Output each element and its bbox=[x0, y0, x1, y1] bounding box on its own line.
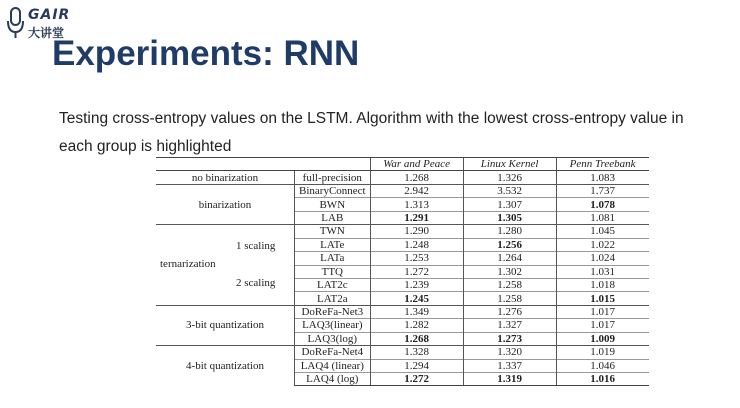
logo-brand: GAIR bbox=[28, 7, 71, 23]
table-row bbox=[156, 225, 649, 238]
method-cell: LAQ3(linear) bbox=[295, 319, 371, 332]
value-cell: 1.264 bbox=[463, 252, 556, 265]
method-cell: DoReFa-Net3 bbox=[295, 305, 371, 318]
value-cell: 1.081 bbox=[556, 211, 649, 224]
value-cell: 1.290 bbox=[370, 225, 463, 238]
method-cell: LAQ4 (linear) bbox=[295, 359, 371, 372]
value-cell: 1.305 bbox=[463, 211, 556, 224]
col-header-war-and-peace: War and Peace bbox=[370, 158, 463, 171]
method-cell: LATa bbox=[295, 252, 371, 265]
value-cell: 1.737 bbox=[556, 184, 649, 197]
group-label: binarization bbox=[156, 184, 295, 224]
value-cell: 1.248 bbox=[370, 238, 463, 251]
method-cell: LAT2a bbox=[295, 292, 371, 305]
subgroup-label-1-scaling: 1 scaling bbox=[236, 240, 276, 252]
method-cell: LATe bbox=[295, 238, 371, 251]
value-cell: 1.280 bbox=[463, 225, 556, 238]
value-cell: 1.268 bbox=[370, 332, 463, 345]
value-cell: 1.268 bbox=[370, 171, 463, 184]
method-cell: TTQ bbox=[295, 265, 371, 278]
method-cell: LAB bbox=[295, 211, 371, 224]
value-cell: 3.532 bbox=[463, 184, 556, 197]
table-row bbox=[156, 171, 649, 184]
value-cell: 1.319 bbox=[463, 373, 556, 386]
value-cell: 1.326 bbox=[463, 171, 556, 184]
group-label: 3-bit quantization bbox=[156, 305, 295, 345]
value-cell: 1.327 bbox=[463, 319, 556, 332]
value-cell: 1.273 bbox=[463, 332, 556, 345]
value-cell: 1.349 bbox=[370, 305, 463, 318]
group-label: 4-bit quantization bbox=[156, 346, 295, 386]
col-header-penn-treebank: Penn Treebank bbox=[556, 158, 649, 171]
value-cell: 1.258 bbox=[463, 292, 556, 305]
value-cell: 1.022 bbox=[556, 238, 649, 251]
method-cell: full-precision bbox=[295, 171, 371, 184]
value-cell: 1.272 bbox=[370, 265, 463, 278]
results-table bbox=[156, 157, 649, 386]
subgroup-label-2-scaling: 2 scaling bbox=[236, 277, 276, 289]
value-cell: 1.017 bbox=[556, 305, 649, 318]
value-cell: 1.009 bbox=[556, 332, 649, 345]
group-label-ternarization: ternarization bbox=[160, 258, 216, 270]
value-cell: 1.291 bbox=[370, 211, 463, 224]
method-cell: LAQ3(log) bbox=[295, 332, 371, 345]
value-cell: 1.018 bbox=[556, 278, 649, 291]
group-label bbox=[156, 225, 295, 306]
value-cell: 1.046 bbox=[556, 359, 649, 372]
value-cell: 2.942 bbox=[370, 184, 463, 197]
value-cell: 1.302 bbox=[463, 265, 556, 278]
value-cell: 1.328 bbox=[370, 346, 463, 359]
value-cell: 1.245 bbox=[370, 292, 463, 305]
logo-subtitle: 大讲堂 bbox=[28, 26, 65, 40]
microphone-icon bbox=[6, 6, 26, 40]
value-cell: 1.045 bbox=[556, 225, 649, 238]
method-cell: LAT2c bbox=[295, 278, 371, 291]
value-cell: 1.017 bbox=[556, 319, 649, 332]
method-cell: TWN bbox=[295, 225, 371, 238]
value-cell: 1.272 bbox=[370, 373, 463, 386]
table-row bbox=[156, 346, 649, 359]
table-header-row bbox=[156, 158, 649, 171]
value-cell: 1.258 bbox=[463, 278, 556, 291]
value-cell: 1.256 bbox=[463, 238, 556, 251]
value-cell: 1.078 bbox=[556, 198, 649, 211]
value-cell: 1.024 bbox=[556, 252, 649, 265]
value-cell: 1.253 bbox=[370, 252, 463, 265]
table-row bbox=[156, 184, 649, 197]
group-label: no binarization bbox=[156, 171, 295, 184]
value-cell: 1.307 bbox=[463, 198, 556, 211]
value-cell: 1.015 bbox=[556, 292, 649, 305]
value-cell: 1.337 bbox=[463, 359, 556, 372]
method-cell: BWN bbox=[295, 198, 371, 211]
slide-title: Experiments: RNN bbox=[52, 34, 360, 73]
table-row bbox=[156, 305, 649, 318]
value-cell: 1.294 bbox=[370, 359, 463, 372]
value-cell: 1.276 bbox=[463, 305, 556, 318]
value-cell: 1.313 bbox=[370, 198, 463, 211]
slide-description: Testing cross-entropy values on the LSTM. Algorithm with the lowest cross-entropy value in each group is highlighted bbox=[59, 110, 684, 155]
value-cell: 1.282 bbox=[370, 319, 463, 332]
value-cell: 1.019 bbox=[556, 346, 649, 359]
value-cell: 1.239 bbox=[370, 278, 463, 291]
value-cell: 1.016 bbox=[556, 373, 649, 386]
method-cell: DoReFa-Net4 bbox=[295, 346, 371, 359]
col-header-linux-kernel: Linux Kernel bbox=[463, 158, 556, 171]
method-cell: LAQ4 (log) bbox=[295, 373, 371, 386]
value-cell: 1.320 bbox=[463, 346, 556, 359]
method-cell: BinaryConnect bbox=[295, 184, 371, 197]
value-cell: 1.083 bbox=[556, 171, 649, 184]
value-cell: 1.031 bbox=[556, 265, 649, 278]
